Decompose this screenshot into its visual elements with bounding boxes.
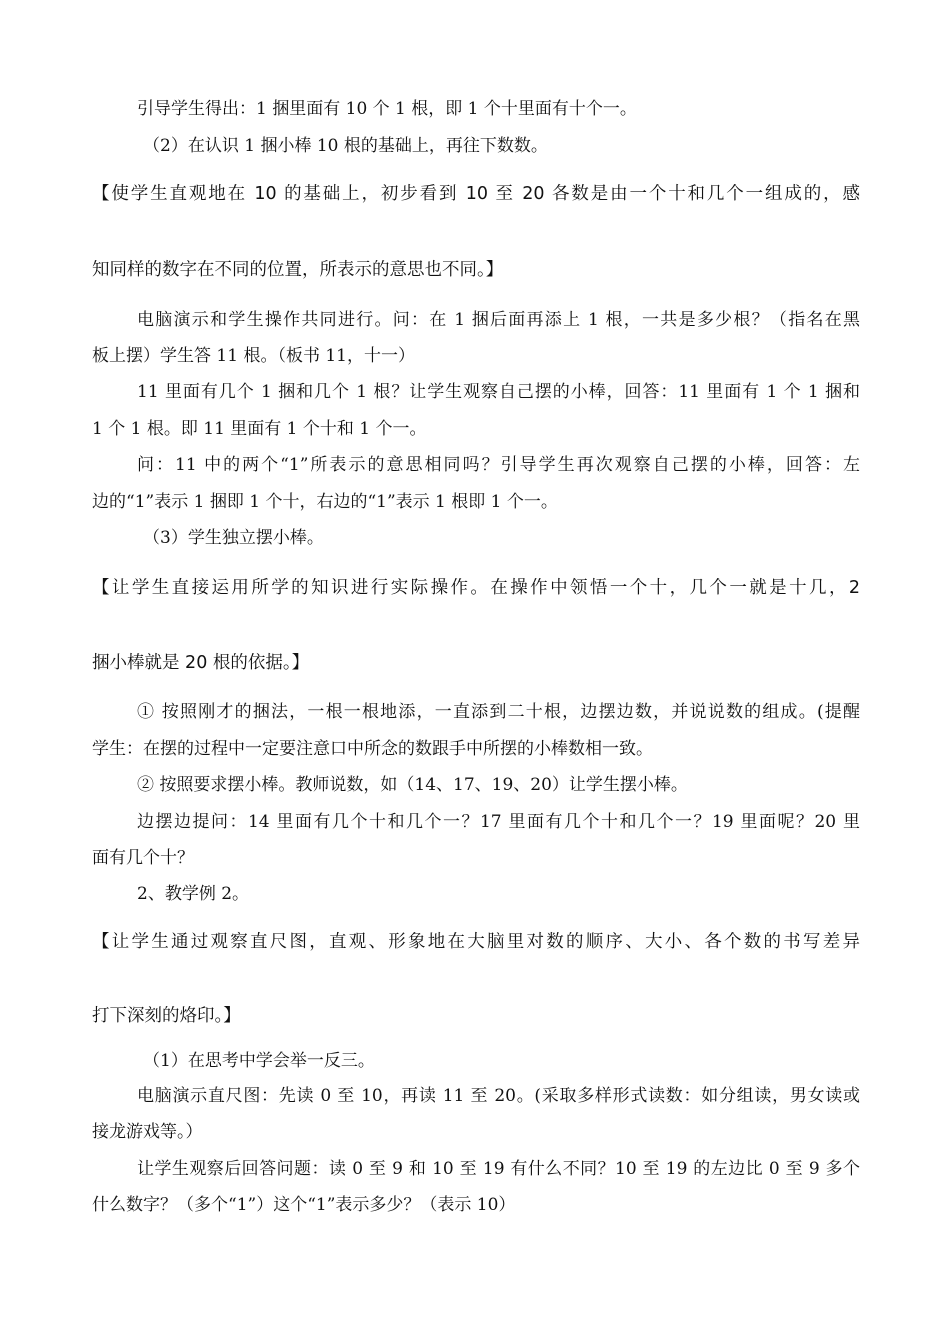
text-line: 学生：在摆的过程中一定要注意口中所念的数跟手中所摆的小棒数相一致。 xyxy=(92,739,653,759)
emphasis-note: 【让学生通过观察直尺图，直观、形象地在大脑里对数的顺序、大小、各个数的书写差异 xyxy=(92,932,860,952)
emphasis-note: 打下深刻的烙印。】 xyxy=(92,1006,241,1026)
text-line: 问：11 中的两个“1”所表示的意思相同吗？引导学生再次观察自己摆的小棒，回答：左 xyxy=(137,455,860,475)
text-line: 什么数字？（多个“1”）这个“1”表示多少？（表示 10） xyxy=(92,1195,516,1215)
text-line: （1）在思考中学会举一反三。 xyxy=(143,1051,375,1071)
text-line: 边摆边提问：14 里面有几个十和几个一？17 里面有几个十和几个一？19 里面呢？20 里 xyxy=(137,812,860,832)
text-line: 让学生观察后回答问题：读 0 至 9 和 10 至 19 有什么不同？10 至 19 的左边比 0 至 9 多个 xyxy=(137,1159,860,1179)
emphasis-note: 捆小棒就是 20 根的依据。】 xyxy=(92,653,310,673)
text-line: 11 里面有几个 1 捆和几个 1 根？让学生观察自己摆的小棒，回答：11 里面有 1 个 1 捆和 xyxy=(137,382,860,402)
text-line: 电脑演示和学生操作共同进行。问：在 1 捆后面再添上 1 根，一共是多少根？（指名在黑 xyxy=(137,310,860,330)
text-line: ① 按照刚才的捆法，一根一根地添，一直添到二十根，边摆边数，并说说数的组成。(提醒 xyxy=(137,702,860,722)
text-line: 板上摆）学生答 11 根。（板书 11，十一） xyxy=(92,346,415,366)
text-line: 电脑演示直尺图：先读 0 至 10，再读 11 至 20。(采取多样形式读数：如分组读，男女读或 xyxy=(137,1086,860,1106)
text-line: （3）学生独立摆小棒。 xyxy=(143,528,324,548)
text-line: 边的“1”表示 1 捆即 1 个十，右边的“1”表示 1 根即 1 个一。 xyxy=(92,492,558,512)
text-line: 2、教学例 2。 xyxy=(137,884,250,904)
text-line: 接龙游戏等。） xyxy=(92,1122,203,1142)
text-line: 面有几个十？ xyxy=(92,848,194,868)
emphasis-note: 【让学生直接运用所学的知识进行实际操作。在操作中领悟一个十，几个一就是十几，2 xyxy=(92,578,860,598)
emphasis-note: 知同样的数字在不同的位置，所表示的意思也不同。】 xyxy=(92,260,504,280)
text-line: （2）在认识 1 捆小棒 10 根的基础上，再往下数数。 xyxy=(143,136,548,156)
emphasis-note: 【使学生直观地在 10 的基础上，初步看到 10 至 20 各数是由一个十和几个一组成的，感 xyxy=(92,184,860,204)
text-line: 1 个 1 根。即 11 里面有 1 个十和 1 个一。 xyxy=(92,419,427,439)
text-line: ② 按照要求摆小棒。教师说数，如（14、17、19、20）让学生摆小棒。 xyxy=(137,775,688,795)
text-line: 引导学生得出：1 捆里面有 10 个 1 根，即 1 个十里面有十个一。 xyxy=(137,99,637,119)
